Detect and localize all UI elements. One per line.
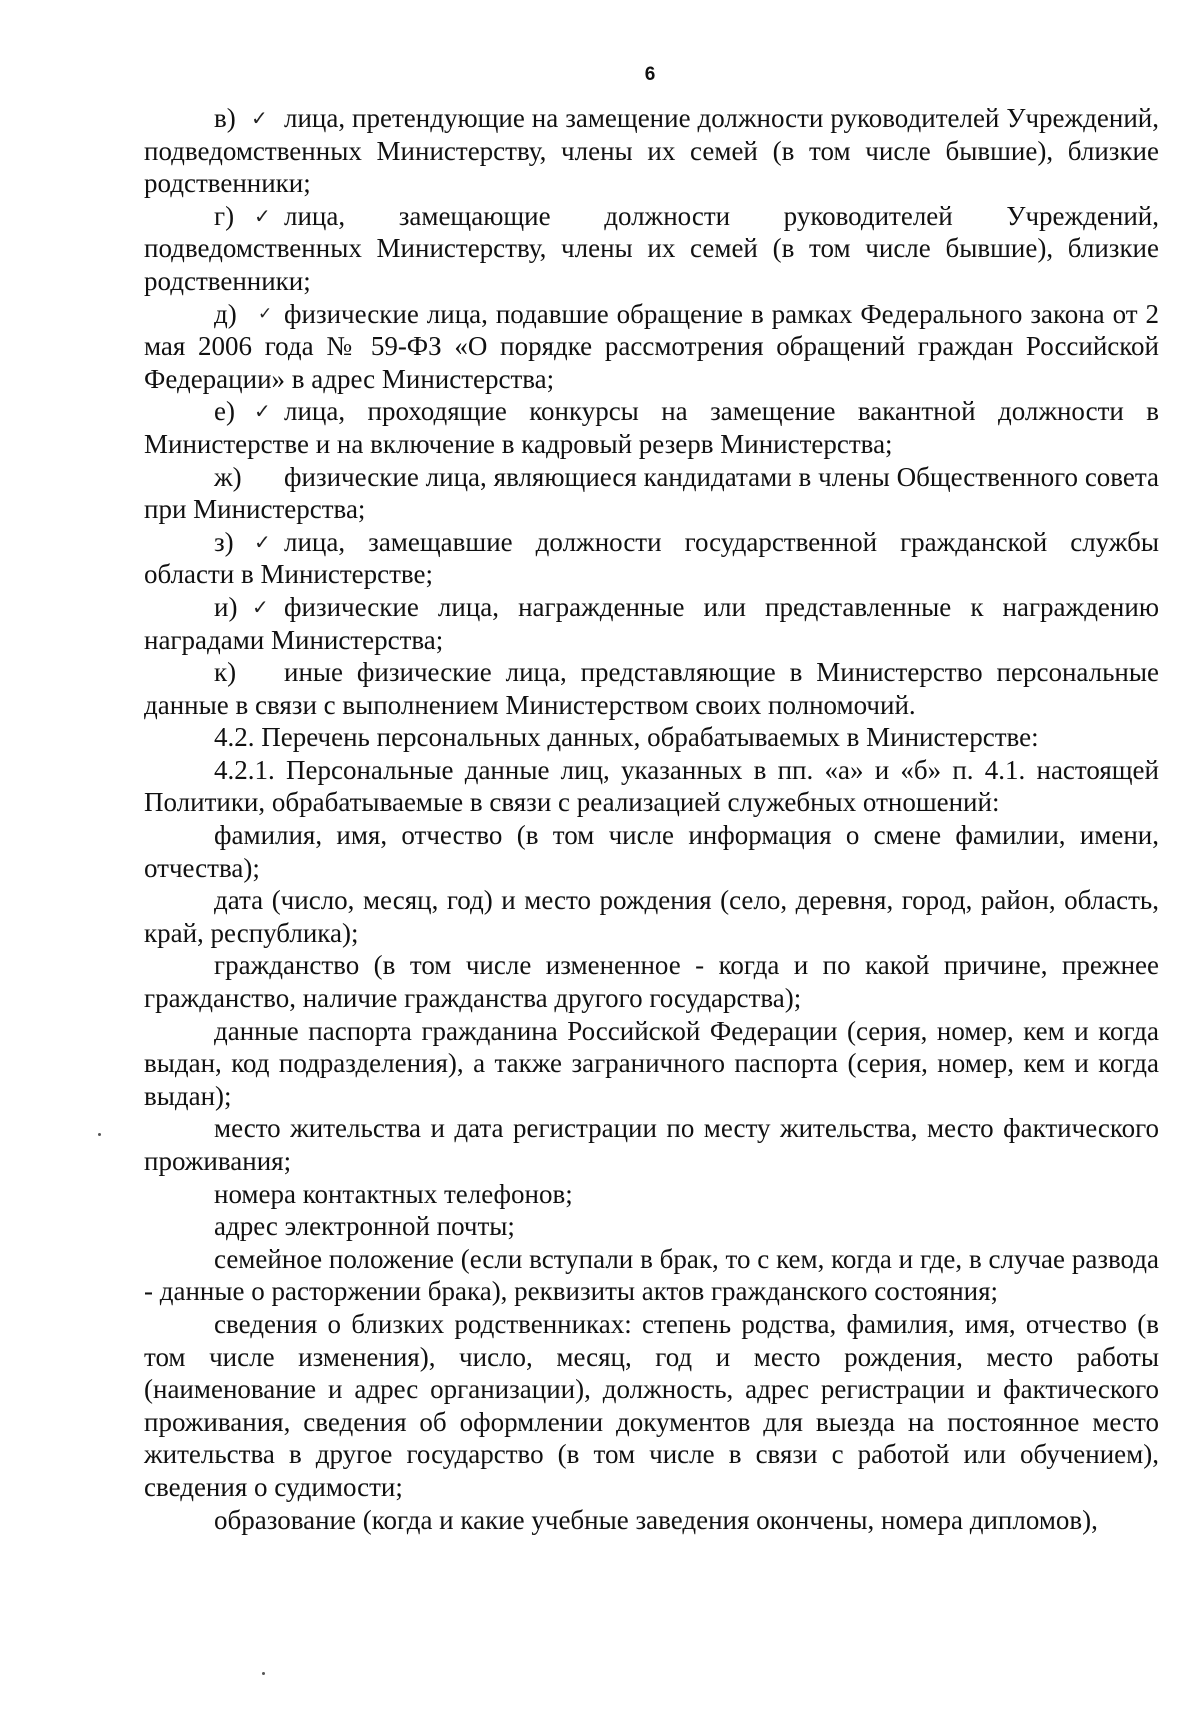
check-mark-icon: ✓ xyxy=(251,106,268,130)
data-item: место жительства и дата регистрации по месту жительства, место фактического проживания; xyxy=(144,1113,1159,1176)
check-mark-icon: ✓ xyxy=(254,203,271,228)
check-mark-icon: ✓ xyxy=(254,529,271,554)
subsection-paragraph: 4.2.1. Персональные данные лиц, указанных в пп. «а» и «б» п. 4.1. настоящей Политики, обрабатываемые в связи с реализацией служебных отношений: xyxy=(144,754,1159,818)
list-item xyxy=(144,395,1159,460)
list-letter: к) xyxy=(214,657,237,688)
list-item-text: лица, замещавшие должности государственной гражданской службы области в Министерстве; xyxy=(144,526,1159,590)
data-item: гражданство (в том числе измененное - когда и по какой причине, прежнее гражданство, наличие гражданства другого государства); xyxy=(144,950,1159,1014)
data-item: сведения о близких родственниках: степень родства, фамилия, имя, отчество (в том числе изменения), число, месяц, год и место рождения, место работы (наименование и адрес организации), должность, адрес регистрации и фактического проживания, сведения об оформлении документов для выезда на постоянное место жительства в другое государство (в том числе в связи с работой или обучением), сведения о судимости; xyxy=(144,1308,1159,1502)
list-letter: з) xyxy=(214,526,234,557)
scan-speck xyxy=(98,1133,101,1136)
list-item-text: лица, замещающие должности руководителей Учреждений, подведомственных Министерству, члены их семей (в том числе бывшие), близкие родственники; xyxy=(144,200,1159,296)
list-letter: е) xyxy=(214,396,235,427)
list-item-text: лица, проходящие конкурсы на замещение вакантной должности в Министерстве и на включение в кадровый резерв Министерства; xyxy=(144,396,1159,459)
list-item xyxy=(144,200,1159,298)
data-item: образование (когда и какие учебные заведения окончены, номера дипломов), xyxy=(214,1504,1098,1535)
list-item-text: физические лица, являющиеся кандидатами в члены Общественного совета при Министерства; xyxy=(144,461,1159,525)
list-item-text: лица, претендующие на замещение должности руководителей Учреждений, подведомственных Министерству, члены их семей (в том числе бывшие), близкие родственники; xyxy=(144,103,1159,199)
list-item xyxy=(144,298,1159,396)
document-body xyxy=(144,102,1159,1536)
check-mark-icon: ✓ xyxy=(252,594,269,619)
page-number: 6 xyxy=(644,64,656,85)
list-letter: г) xyxy=(214,200,235,231)
data-item: семейное положение (если вступали в брак, то с кем, когда и где, в случае развода - данные о расторжении брака), реквизиты актов гражданского состояния; xyxy=(144,1243,1159,1307)
list-letter: ж) xyxy=(214,461,242,492)
list-item-text: иные физические лица, представляющие в Министерство персональные данные в связи с выполнением Министерством своих полномочий. xyxy=(144,657,1159,720)
check-mark-icon: ✓ xyxy=(258,303,273,324)
data-item: данные паспорта гражданина Российской Федерации (серия, номер, кем и когда выдан, код подразделения), а также заграничного паспорта (серия, номер, кем и когда выдан); xyxy=(144,1015,1159,1111)
data-item: фамилия, имя, отчество (в том числе информация о смене фамилии, имени, отчества); xyxy=(144,820,1159,883)
data-item: адрес электронной почты; xyxy=(214,1211,515,1242)
list-item-text: физические лица, подавшие обращение в рамках Федерального закона от 2 мая 2006 года № 59-ФЗ «О порядке рассмотрения обращений граждан Российской Федерации» в адрес Министерства; xyxy=(144,298,1159,394)
list-letter: и) xyxy=(214,591,238,622)
list-letter: д) xyxy=(214,298,237,329)
list-item xyxy=(144,102,1159,200)
list-letter: в) xyxy=(214,103,236,133)
data-item: номера контактных телефонов; xyxy=(214,1178,573,1209)
scan-speck xyxy=(262,1672,265,1675)
list-item xyxy=(144,461,1159,526)
section-heading: 4.2. Перечень персональных данных, обрабатываемых в Министерстве: xyxy=(214,722,1039,753)
list-item xyxy=(144,526,1159,591)
check-mark-icon: ✓ xyxy=(254,399,271,424)
list-item-text: физические лица, награжденные или представленные к награждению наградами Министерства; xyxy=(144,591,1159,655)
list-item xyxy=(144,656,1159,721)
list-item xyxy=(144,591,1159,656)
data-item: дата (число, месяц, год) и место рождения (село, деревня, город, район, область, край, республика); xyxy=(144,885,1159,948)
